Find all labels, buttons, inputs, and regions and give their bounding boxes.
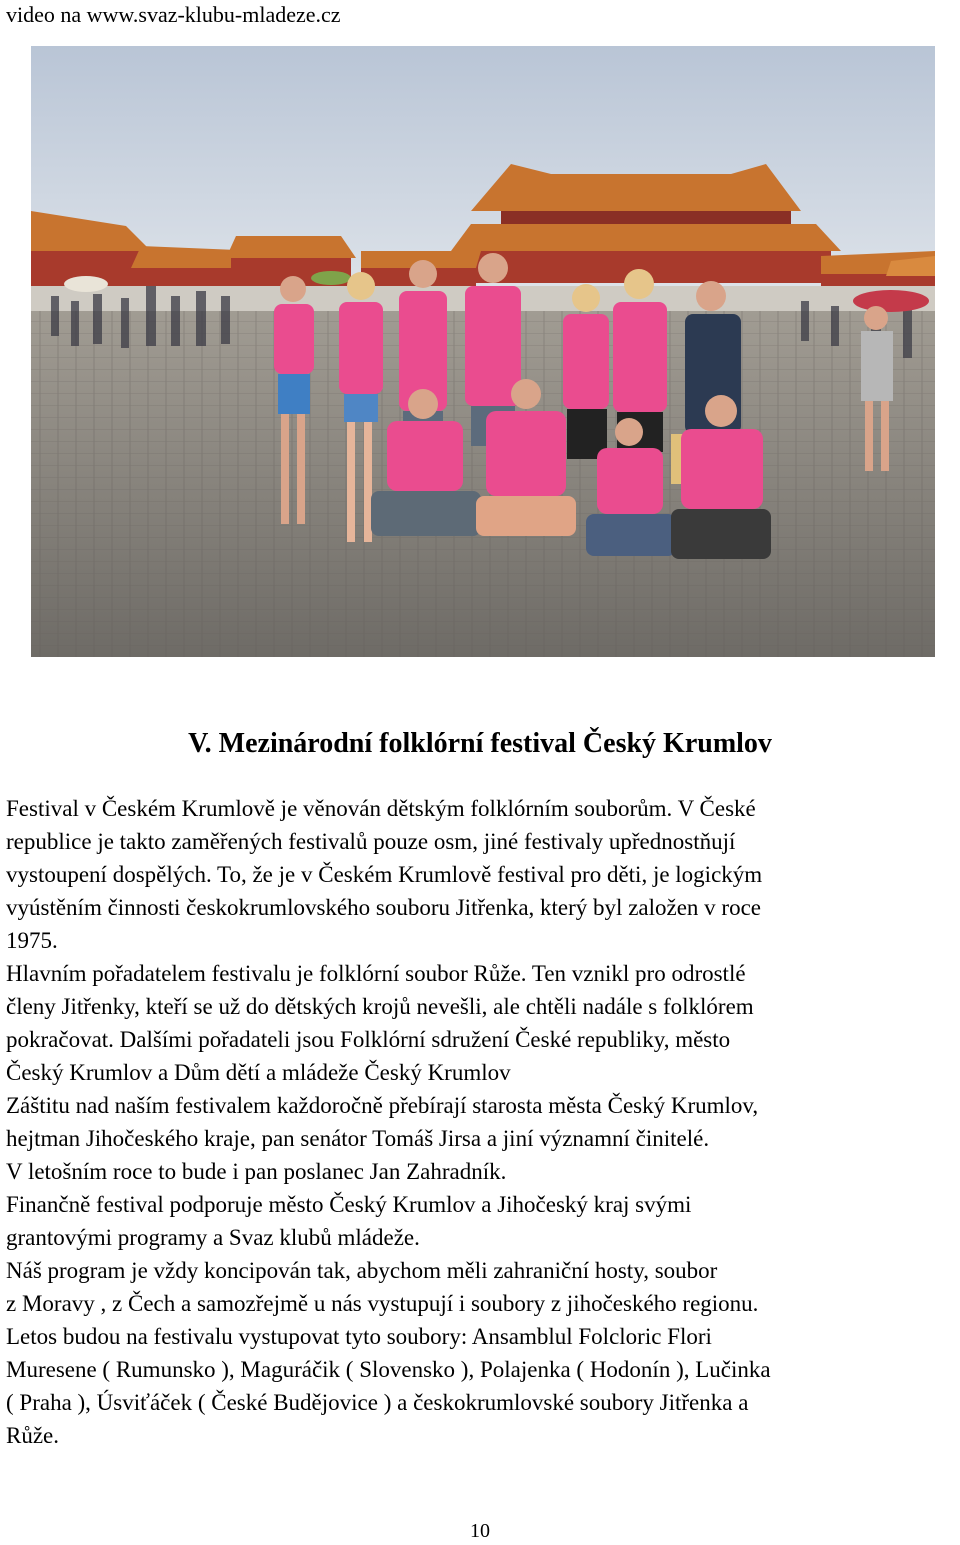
body-line: hejtman Jihočeského kraje, pan senátor Tomáš Jirsa a jiní významní činitelé. — [6, 1126, 710, 1151]
article-title: V. Mezinárodní folklórní festival Český Krumlov — [188, 728, 772, 759]
body-line: z Moravy , z Čech a samozřejmě u nás vystupují i soubory z jihočeského regionu. — [6, 1291, 759, 1316]
group-photo — [31, 46, 935, 657]
body-line: členy Jitřenky, kteří se už do dětských krojů nevešli, ale chtěli nadále s folklórem — [6, 994, 754, 1019]
body-line: Muresene ( Rumunsko ), Maguráčik ( Slovensko ), Polajenka ( Hodonín ), Lučinka — [6, 1357, 771, 1382]
body-line: Růže. — [6, 1423, 60, 1448]
body-line: ( Praha ), Úsviťáček ( České Budějovice ) a českokrumlovské soubory Jitřenka a — [6, 1390, 749, 1415]
body-line: V letošním roce to bude i pan poslanec Jan Zahradník. — [6, 1159, 507, 1184]
body-line: Hlavním pořadatelem festivalu je folklórní soubor Růže. Ten vznikl pro odrostlé — [6, 961, 746, 986]
main-hall-lower-roof — [451, 224, 841, 251]
body-line: Festival v Českém Krumlově je věnován dětským folklórním souborům. V České — [6, 796, 756, 821]
page-number: 10 — [470, 1520, 490, 1542]
body-line: grantovými programy a Svaz klubů mládeže. — [6, 1225, 420, 1250]
body-line: vyústěním činnosti českokrumlovského souboru Jitřenka, který byl založen v roce — [6, 895, 761, 920]
header-link-text: video na www.svaz-klubu-mladeze.cz — [6, 2, 341, 27]
body-line: 1975. — [6, 928, 58, 953]
article-body — [6, 792, 960, 1452]
body-line: vystoupení dospělých. To, že je v Českém Krumlově festival pro děti, je logickým — [6, 862, 763, 887]
body-line: Český Krumlov a Dům dětí a mládeže Český Krumlov — [6, 1060, 511, 1085]
body-line: Letos budou na festivalu vystupovat tyto soubory: Ansamblul Folcloric Flori — [6, 1324, 712, 1349]
body-line: pokračovat. Dalšími pořadateli jsou Folklórní sdružení České republiky, město — [6, 1027, 731, 1052]
body-line: Záštitu nad naším festivalem každoročně přebírají starosta města Český Krumlov, — [6, 1093, 759, 1118]
body-line: republice je takto zaměřených festivalů pouze osm, jiné festivaly upřednostňují — [6, 829, 736, 854]
body-line: Finančně festival podporuje město Český Krumlov a Jihočeský kraj svými — [6, 1192, 692, 1217]
body-line: Náš program je vždy koncipován tak, abychom měli zahraniční hosty, soubor — [6, 1258, 718, 1283]
